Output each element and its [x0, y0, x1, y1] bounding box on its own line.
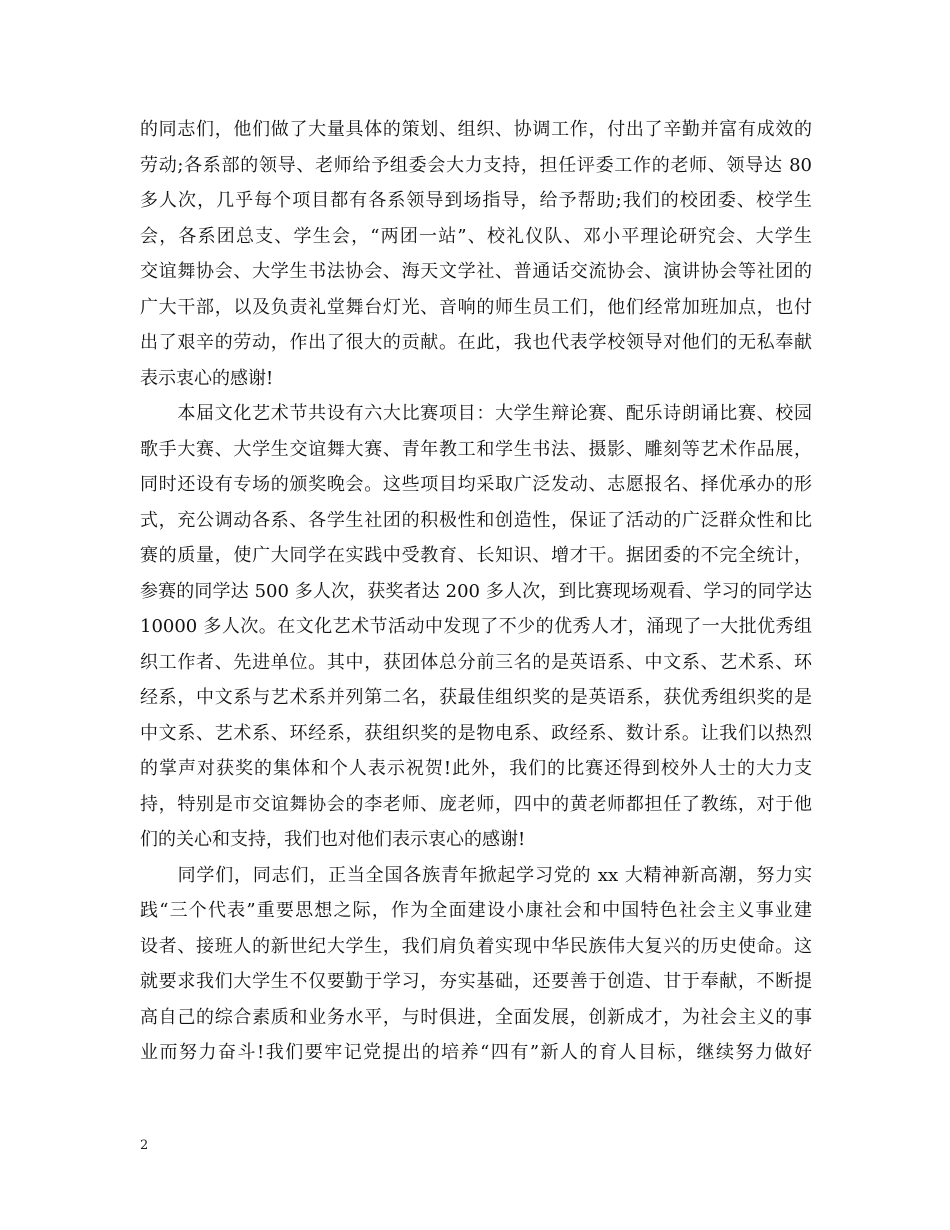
text-line: 们的关心和支持，我们也对他们表示衷心的感谢!	[140, 829, 526, 850]
text-line: 赛的质量，使广大同学在实践中受教育、长知识、增才干。据团委的不完全统计，	[140, 545, 812, 566]
text-line: 持，特别是市交谊舞协会的李老师、庞老师，四中的黄老师都担任了教练，对于他	[140, 793, 812, 815]
text-line: 交谊舞协会、大学生书法协会、海天文学社、普通话交流协会、演讲协会等社团的	[140, 261, 812, 282]
text-line: 出了艰辛的劳动，作出了很大的贡献。在此，我也代表学校领导对他们的无私奉献	[140, 332, 812, 353]
document-body	[140, 112, 812, 1071]
paragraph	[140, 112, 812, 396]
text-line: 本届文化艺术节共设有六大比赛项目：大学生辩论赛、配乐诗朗诵比赛、校园	[140, 403, 812, 424]
page-number: 2	[140, 1138, 149, 1153]
text-line: 践“三个代表”重要思想之际，作为全面建设小康社会和中国特色社会主义事业建	[140, 900, 812, 921]
paragraph	[140, 858, 812, 1071]
text-line: 业而努力奋斗!我们要牢记党提出的培养“四有”新人的育人目标，继续努力做好	[140, 1042, 812, 1063]
text-line: 中文系、艺术系、环经系，获组织奖的是物电系、政经系、数计系。让我们以热烈	[140, 722, 812, 744]
text-line: 会，各系团总支、学生会，“两团一站”、校礼仪队、邓小平理论研究会、大学生	[140, 225, 812, 247]
text-line: 的同志们，他们做了大量具体的策划、组织、协调工作，付出了辛勤并富有成效的	[140, 119, 812, 140]
text-line: 就要求我们大学生不仅要勤于学习，夯实基础，还要善于创造、甘于奉献，不断提	[140, 971, 812, 992]
text-line: 劳动;各系部的领导、老师给予组委会大力支持，担任评委工作的老师、领导达 80	[140, 154, 812, 176]
text-line: 广大干部，以及负责礼堂舞台灯光、音响的师生员工们，他们经常加班加点，也付	[140, 296, 812, 318]
text-line: 同学们，同志们，正当全国各族青年掀起学习党的 xx 大精神新高潮，努力实	[140, 864, 812, 886]
text-line: 设者、接班人的新世纪大学生，我们肩负着实现中华民族伟大复兴的历史使命。这	[140, 935, 812, 957]
text-line: 参赛的同学达 500 多人次，获奖者达 200 多人次，到比赛现场观看、学习的同学达	[140, 580, 812, 602]
text-line: 同时还设有专场的颁奖晚会。这些项目均采取广泛发动、志愿报名、择优承办的形	[140, 474, 812, 495]
text-line: 表示衷心的感谢!	[140, 367, 274, 389]
text-line: 织工作者、先进单位。其中，获团体总分前三名的是英语系、中文系、艺术系、环	[140, 651, 812, 673]
text-line: 多人次，几乎每个项目都有各系领导到场指导，给予帮助;我们的校团委、校学生	[140, 190, 812, 211]
text-line: 的掌声对获奖的集体和个人表示祝贺!此外，我们的比赛还得到校外人士的大力支	[140, 758, 812, 779]
text-line: 经系，中文系与艺术系并列第二名，获最佳组织奖的是英语系，获优秀组织奖的是	[140, 687, 812, 708]
text-line: 高自己的综合素质和业务水平，与时俱进，全面发展，创新成才，为社会主义的事	[140, 1006, 812, 1028]
paragraph	[140, 396, 812, 858]
text-line: 10000 多人次。在文化艺术节活动中发现了不少的优秀人才，涌现了一大批优秀组	[140, 616, 812, 637]
text-line: 歌手大赛、大学生交谊舞大赛、青年教工和学生书法、摄影、雕刻等艺术作品展，	[140, 438, 812, 460]
text-line: 式，充公调动各系、各学生社团的积极性和创造性，保证了活动的广泛群众性和比	[140, 509, 812, 531]
